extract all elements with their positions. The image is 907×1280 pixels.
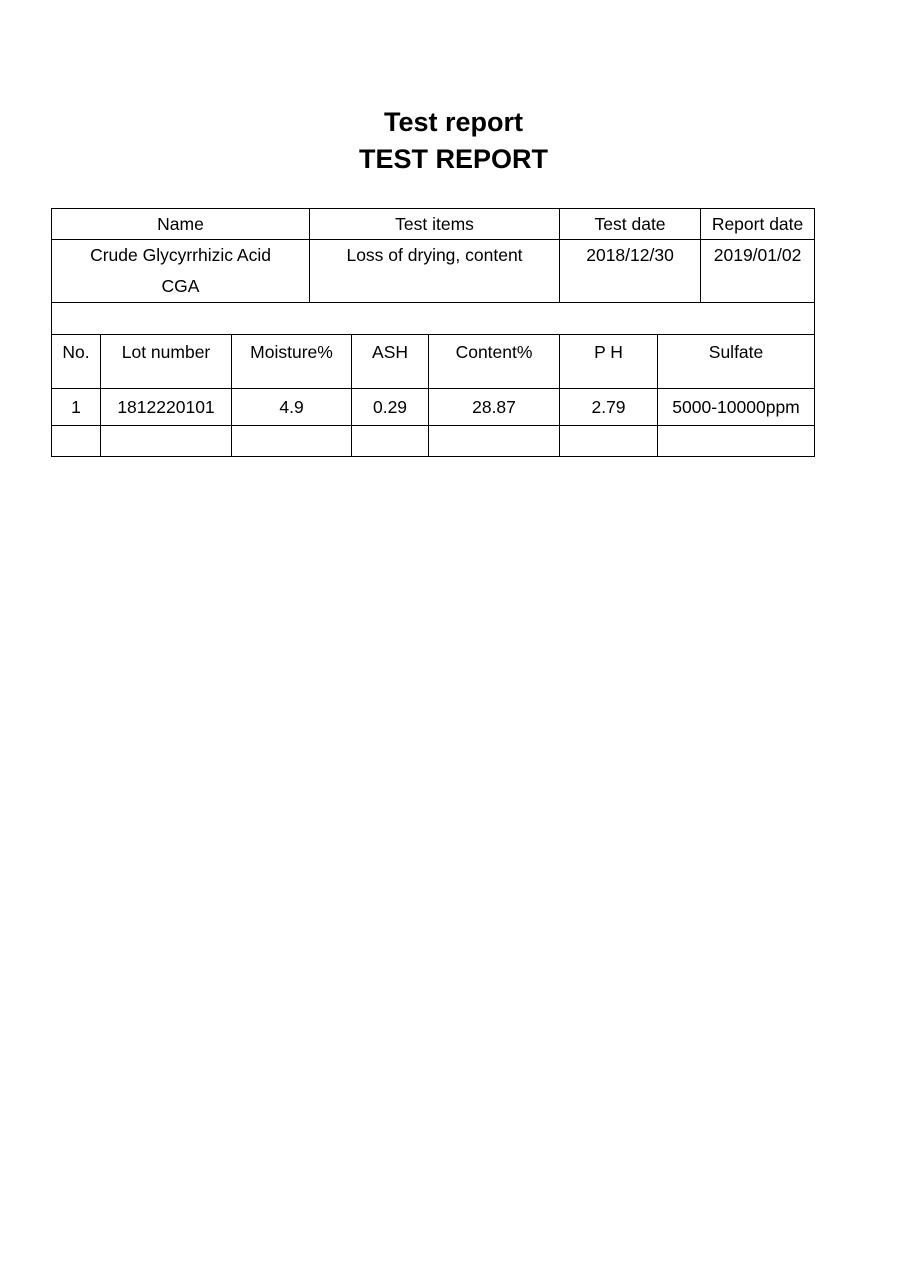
- column-header-ash: ASH: [352, 335, 429, 389]
- column-header-ph: P H: [560, 335, 658, 389]
- column-header-sulfate: Sulfate: [658, 335, 815, 389]
- report-title-block: [0, 104, 907, 178]
- empty-cell: [429, 426, 560, 457]
- header-cell-report-date: Report date: [701, 209, 815, 240]
- column-header-moisture: Moisture%: [232, 335, 352, 389]
- product-code: CGA: [161, 276, 200, 296]
- results-header-row: [52, 335, 815, 389]
- product-name: Crude Glycyrrhizic Acid: [90, 245, 271, 265]
- report-title-uppercase: TEST REPORT: [358, 144, 548, 174]
- summary-info-row: [52, 240, 815, 303]
- empty-cell: [560, 426, 658, 457]
- column-header-no: No.: [52, 335, 101, 389]
- cell-ph: 2.79: [560, 389, 658, 426]
- info-cell-report-date: 2019/01/02: [701, 240, 815, 303]
- header-cell-test-items: Test items: [310, 209, 560, 240]
- cell-sulfate: 5000-10000ppm: [658, 389, 815, 426]
- empty-cell: [352, 426, 429, 457]
- empty-cell: [101, 426, 232, 457]
- summary-header-row: [52, 209, 815, 240]
- empty-cell: [52, 426, 101, 457]
- header-cell-name: Name: [52, 209, 310, 240]
- column-header-lot-number: Lot number: [101, 335, 232, 389]
- cell-moisture: 4.9: [232, 389, 352, 426]
- empty-cell: [232, 426, 352, 457]
- spacer-cell: [52, 303, 815, 335]
- cell-content: 28.87: [429, 389, 560, 426]
- header-cell-test-date: Test date: [560, 209, 701, 240]
- empty-row: [52, 426, 815, 457]
- cell-lot-number: 1812220101: [101, 389, 232, 426]
- empty-cell: [658, 426, 815, 457]
- column-header-content: Content%: [429, 335, 560, 389]
- table-row: [52, 389, 815, 426]
- cell-ash: 0.29: [352, 389, 429, 426]
- report-title: Test report: [383, 107, 524, 137]
- spacer-row: [52, 303, 815, 335]
- info-cell-test-date: 2018/12/30: [560, 240, 701, 303]
- test-report-table: [51, 208, 814, 452]
- cell-no: 1: [52, 389, 101, 426]
- info-cell-test-items: Loss of drying, content: [310, 240, 560, 303]
- info-cell-name: [52, 240, 310, 303]
